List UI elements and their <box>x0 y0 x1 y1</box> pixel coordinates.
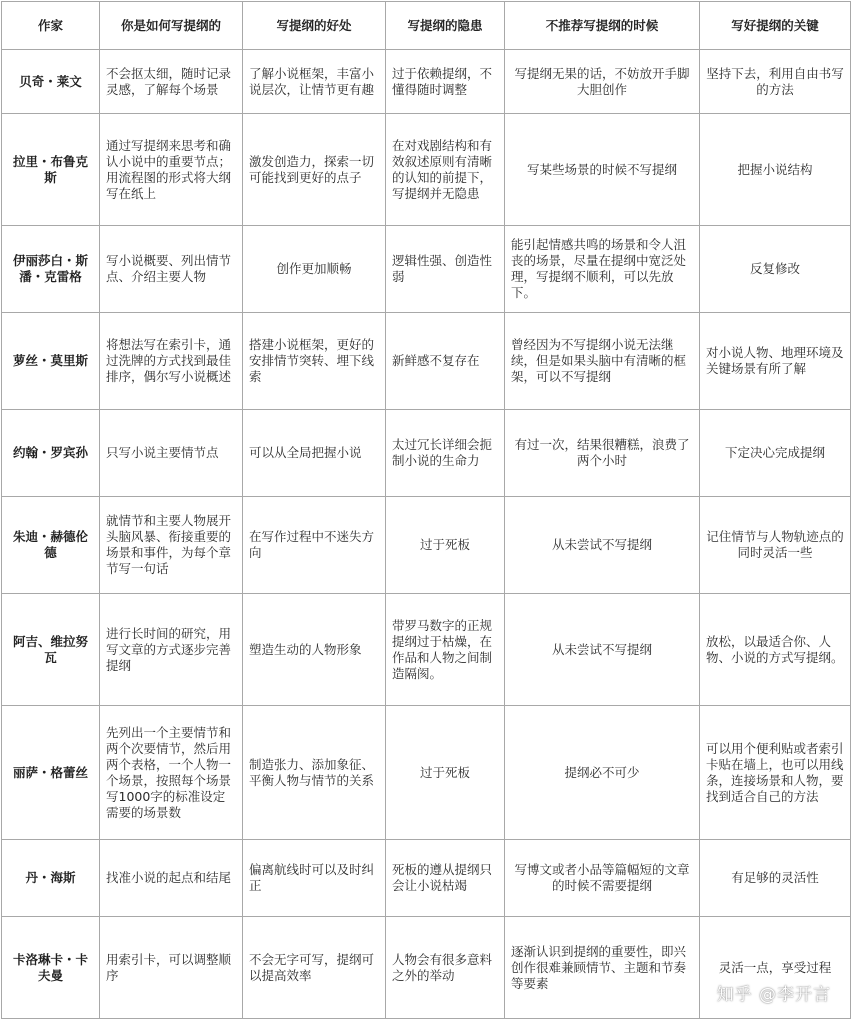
risk-cell: 死板的遵从提纲只会让小说枯竭 <box>386 840 505 917</box>
benefit-cell: 搭建小说框架，更好的安排情节突转、埋下线索 <box>243 313 386 410</box>
header-how-to-outline: 你是如何写提纲的 <box>100 2 243 50</box>
benefit-cell: 可以从全局把握小说 <box>243 410 386 497</box>
header-keys: 写好提纲的关键 <box>700 2 851 50</box>
header-row <box>2 2 851 50</box>
zhihu-watermark: 知乎 @李开言 <box>716 985 831 1005</box>
key-cell: 下定决心完成提纲 <box>700 410 851 497</box>
not-recommended-cell: 写某些场景的时候不写提纲 <box>505 114 700 226</box>
header-when-not-recommended: 不推荐写提纲的时候 <box>505 2 700 50</box>
author-cell: 伊丽莎白・斯潘・克雷格 <box>2 226 100 313</box>
risk-cell: 新鲜感不复存在 <box>386 313 505 410</box>
benefit-cell: 制造张力、添加象征、平衡人物与情节的关系 <box>243 706 386 840</box>
method-cell: 将想法写在索引卡，通过洗牌的方式找到最佳排序，偶尔写小说概述 <box>100 313 243 410</box>
benefit-cell: 创作更加顺畅 <box>243 226 386 313</box>
benefit-cell: 偏离航线时可以及时纠正 <box>243 840 386 917</box>
table-row <box>2 840 851 917</box>
not-recommended-cell: 逐渐认识到提纲的重要性，即兴创作很难兼顾情节、主题和节奏等要素 <box>505 917 700 1019</box>
table-row <box>2 594 851 706</box>
method-cell: 进行长时间的研究，用写文章的方式逐步完善提纲 <box>100 594 243 706</box>
not-recommended-cell: 能引起情感共鸣的场景和令人沮丧的场景，尽量在提纲中宽泛处理，写提纲不顺利，可以先放下。 <box>505 226 700 313</box>
not-recommended-cell: 曾经因为不写提纲小说无法继续，但是如果头脑中有清晰的框架，可以不写提纲 <box>505 313 700 410</box>
method-cell: 先列出一个主要情节和两个次要情节，然后用两个表格，一个人物一个场景，按照每个场景写1000字的标准设定需要的场景数 <box>100 706 243 840</box>
table-row <box>2 114 851 226</box>
author-cell: 丽萨・格蕾丝 <box>2 706 100 840</box>
risk-cell: 过于死板 <box>386 497 505 594</box>
risk-cell: 过于死板 <box>386 706 505 840</box>
method-cell: 就情节和主要人物展开头脑风暴、衔接重要的场景和事件，为每个章节写一句话 <box>100 497 243 594</box>
key-cell: 坚持下去，利用自由书写的方法 <box>700 50 851 114</box>
not-recommended-cell: 写提纲无果的话，不妨放开手脚大胆创作 <box>505 50 700 114</box>
benefit-cell: 了解小说框架，丰富小说层次，让情节更有趣 <box>243 50 386 114</box>
author-cell: 丹・海斯 <box>2 840 100 917</box>
table-row <box>2 917 851 1019</box>
key-cell: 把握小说结构 <box>700 114 851 226</box>
header-risks: 写提纲的隐患 <box>386 2 505 50</box>
method-cell: 写小说概要、列出情节点、介绍主要人物 <box>100 226 243 313</box>
method-cell: 只写小说主要情节点 <box>100 410 243 497</box>
benefit-cell: 塑造生动的人物形象 <box>243 594 386 706</box>
not-recommended-cell: 有过一次，结果很糟糕，浪费了两个小时 <box>505 410 700 497</box>
key-cell: 记住情节与人物轨迹点的同时灵活一些 <box>700 497 851 594</box>
key-cell: 放松，以最适合你、人物、小说的方式写提纲。 <box>700 594 851 706</box>
author-cell: 约翰・罗宾孙 <box>2 410 100 497</box>
author-cell: 萝丝・莫里斯 <box>2 313 100 410</box>
risk-cell: 在对戏剧结构和有效叙述原则有清晰的认知的前提下，写提纲并无隐患 <box>386 114 505 226</box>
key-cell: 对小说人物、地理环境及关键场景有所了解 <box>700 313 851 410</box>
risk-cell: 逻辑性强、创造性弱 <box>386 226 505 313</box>
author-cell: 贝奇・莱文 <box>2 50 100 114</box>
risk-cell: 带罗马数字的正规提纲过于枯燥，在作品和人物之间制造隔阂。 <box>386 594 505 706</box>
not-recommended-cell: 从未尝试不写提纲 <box>505 497 700 594</box>
benefit-cell: 在写作过程中不迷失方向 <box>243 497 386 594</box>
table-row <box>2 226 851 313</box>
risk-cell: 太过冗长详细会扼制小说的生命力 <box>386 410 505 497</box>
not-recommended-cell: 写博文或者小品等篇幅短的文章的时候不需要提纲 <box>505 840 700 917</box>
table-row <box>2 50 851 114</box>
key-cell: 反复修改 <box>700 226 851 313</box>
table-row <box>2 706 851 840</box>
method-cell: 不会抠太细，随时记录灵感，了解每个场景 <box>100 50 243 114</box>
table-row <box>2 313 851 410</box>
not-recommended-cell: 提纲必不可少 <box>505 706 700 840</box>
author-cell: 朱迪・赫德伦德 <box>2 497 100 594</box>
risk-cell: 过于依赖提纲，不懂得随时调整 <box>386 50 505 114</box>
not-recommended-cell: 从未尝试不写提纲 <box>505 594 700 706</box>
author-cell: 拉里・布鲁克斯 <box>2 114 100 226</box>
benefit-cell: 激发创造力，探索一切可能找到更好的点子 <box>243 114 386 226</box>
table-row <box>2 410 851 497</box>
key-cell: 有足够的灵活性 <box>700 840 851 917</box>
method-cell: 通过写提纲来思考和确认小说中的重要节点；用流程图的形式将大纲写在纸上 <box>100 114 243 226</box>
table-row <box>2 497 851 594</box>
benefit-cell: 不会无字可写，提纲可以提高效率 <box>243 917 386 1019</box>
header-author: 作家 <box>2 2 100 50</box>
writers-outline-table <box>1 1 851 1019</box>
author-cell: 阿吉、维拉努瓦 <box>2 594 100 706</box>
key-cell: 可以用个便利贴或者索引卡贴在墙上，也可以用线条，连接场景和人物，要找到适合自己的方法 <box>700 706 851 840</box>
risk-cell: 人物会有很多意料之外的举动 <box>386 917 505 1019</box>
key-cell: 灵活一点，享受过程 <box>700 917 851 1019</box>
header-benefits: 写提纲的好处 <box>243 2 386 50</box>
author-cell: 卡洛琳卡・卡夫曼 <box>2 917 100 1019</box>
method-cell: 用索引卡，可以调整顺序 <box>100 917 243 1019</box>
method-cell: 找准小说的起点和结尾 <box>100 840 243 917</box>
